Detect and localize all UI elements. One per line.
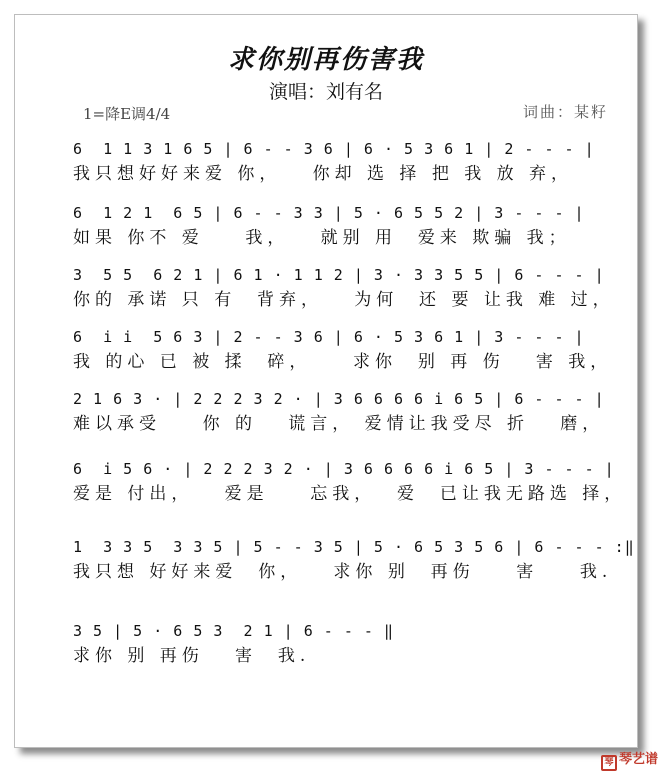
notation-line: 6 1 2 1 6 5 | 6 - - 3 3 | 5 · 6 5 5 2 | 3 - - - | xyxy=(73,204,585,222)
score-row-3 xyxy=(73,265,633,311)
notation-line: 1 3 3 5 3 3 5 | 5 - - 3 5 | 5 · 6 5 3 5 6 | 6 - - - :‖ xyxy=(73,538,635,556)
lyric-line: 我只想好好来爱 你， 你却 选 择 把 我 放 弃， xyxy=(73,164,574,184)
notation-line: 3 5 | 5 · 6 5 3 2 1 | 6 - - - ‖ xyxy=(73,622,394,640)
score-row-6 xyxy=(73,459,633,505)
logo-text: 琴艺谱 xyxy=(619,752,659,767)
singer-credit: 演唱：刘有名 xyxy=(268,81,383,103)
lyric-line: 求你 别 再伤 害 我. xyxy=(73,646,311,666)
score-row-7 xyxy=(73,537,633,583)
lyric-line: 我只想 好好来爱 你， 求你 别 再伤 害 我. xyxy=(73,562,613,582)
key-signature: 1=降E调4/4 xyxy=(83,105,171,123)
score-row-8 xyxy=(73,621,633,667)
score-row-1 xyxy=(73,139,633,185)
logo-icon: 琴 xyxy=(601,755,617,771)
notation-line: 6 i i 5 6 3 | 2 - - 3 6 | 6 · 5 3 6 1 | 3 - - - | xyxy=(73,328,585,346)
notation-line: 2 1 6 3 · | 2 2 2 3 2 · | 3 6 6 6 6 i 6 5 | 6 - - - | xyxy=(73,390,605,408)
score-row-5 xyxy=(73,389,633,435)
lyric-line: 难以承受 你 的 谎言， 爱情让我受尽 折 磨， xyxy=(73,414,605,434)
notation-line: 6 i 5 6 · | 2 2 2 3 2 · | 3 6 6 6 6 i 6 5 | 3 - - - | xyxy=(73,460,615,478)
site-logo xyxy=(601,748,658,771)
notation-line: 3 5 5 6 2 1 | 6 1 · 1 1 2 | 3 · 3 3 5 5 | 6 - - - | xyxy=(73,266,605,284)
song-title: 求你别再伤害我 xyxy=(227,45,424,75)
lyric-line: 爱是 付出， 爱是 忘我， 爱 已让我无路选 择， xyxy=(73,484,627,504)
lyricist-composer-credit: 词曲：某籽 xyxy=(523,103,609,121)
lyric-line: 如果 你不 爱 我， 就别 用 爱来 欺骗 我； xyxy=(73,228,571,248)
score-row-2 xyxy=(73,203,633,249)
score-sheet xyxy=(14,14,638,748)
notation-line: 6 1 1 3 1 6 5 | 6 - - 3 6 | 6 · 5 3 6 1 | 2 - - - | xyxy=(73,140,595,158)
lyric-line: 我 的心 已 被 揉 碎， 求你 别 再 伤 害 我， xyxy=(73,352,613,372)
lyric-line: 你的 承诺 只 有 背弃， 为何 还 要 让我 难 过， xyxy=(73,290,615,310)
score-row-4 xyxy=(73,327,633,373)
